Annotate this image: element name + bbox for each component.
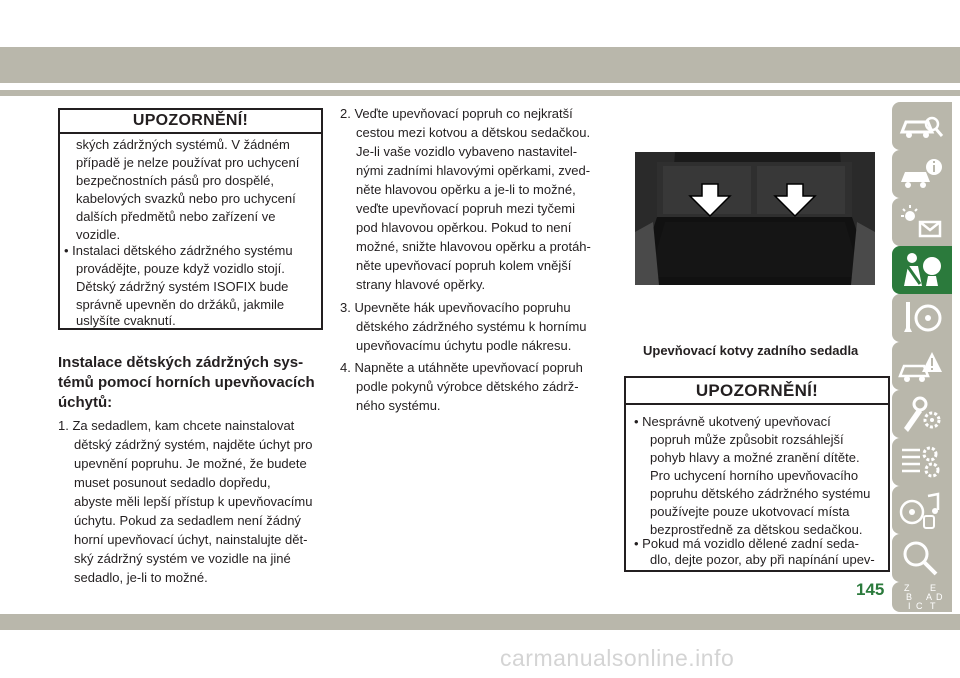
step-2-line: strany hlavové opěrky. <box>356 277 486 292</box>
warning-line: používejte pouze ukotvovací místa <box>650 504 850 519</box>
step-3-line: 3. Upevněte hák upevňovacího popruhu <box>340 300 571 315</box>
warning-box-left <box>58 108 323 330</box>
step-1-line: horní upevňovací úchyt, nainstalujte dět- <box>74 532 308 547</box>
section-heading: úchytů: <box>58 394 113 411</box>
warning-line: uslyšíte cvaknutí. <box>76 313 176 328</box>
watermark: carmanualsonline.info <box>500 645 735 671</box>
step-4-line: 4. Napněte a utáhněte upevňovací popruh <box>340 360 583 375</box>
step-1-line: muset posunout sedadlo dopředu, <box>74 475 271 490</box>
step-1-line: upevnění popruhu. Je možné, že budete <box>74 456 307 471</box>
step-4-line: ného systému. <box>356 398 441 413</box>
warning-line: kabelových svazků nebo pro uchycení <box>76 191 296 206</box>
step-1-line: ský zádržný systém ve vozidle na jiné <box>74 551 291 566</box>
car-info-icon <box>898 154 944 194</box>
tab-search[interactable] <box>892 534 952 582</box>
index-letter: A <box>926 592 933 602</box>
warning-line: provádějte, pouze když vozidlo stojí. <box>76 261 285 276</box>
index-letter: D <box>936 592 943 602</box>
tab-service[interactable] <box>892 390 952 438</box>
step-2-line: možné, snižte hlavovou opěrku a protáh- <box>356 239 591 254</box>
step-1-line: úchytu. Pokud za sedadlem není žádný <box>74 513 301 528</box>
index-letter: I <box>908 601 911 610</box>
section-heading: Instalace dětských zádržných sys- <box>58 354 304 371</box>
warning-line: popruhu dětského zádržného systému <box>650 486 871 501</box>
tab-multimedia[interactable] <box>892 486 952 534</box>
step-1-line: abyste měli lepší přístup k upevňovacímu <box>74 494 313 509</box>
tab-index[interactable] <box>892 582 952 612</box>
index-letter: T <box>930 601 936 610</box>
warning-line: případě je nelze používat pro uchycení <box>76 155 300 170</box>
step-4-line: podle pokynů výrobce dětského zádrž- <box>356 379 579 394</box>
index-letter: Z <box>904 583 910 593</box>
index-letter: E <box>930 583 937 593</box>
warning-line: správně upevněn do držáků, jakmile <box>76 297 285 312</box>
dashboard-lights-icon <box>898 202 944 242</box>
step-2-line: něte upevňovací popruh kolem vnější <box>356 258 572 273</box>
search-icon <box>898 538 944 578</box>
alphabet-index-icon <box>898 582 944 610</box>
step-2-line: něte hlavovou opěrku a je-li to možné, <box>356 182 576 197</box>
tab-car-search[interactable] <box>892 102 952 150</box>
warning-line: bezprostředně za dětskou sedačkou. <box>650 522 863 537</box>
tab-dashboard[interactable] <box>892 198 952 246</box>
warning-line: vozidle. <box>76 227 121 242</box>
step-2-line: nými zadními hlavovými opěrkami, zved- <box>356 163 591 178</box>
step-2-line: pod hlavovou opěrkou. Pokud to není <box>356 220 572 235</box>
trunk-illustration <box>635 152 875 285</box>
tools-gear-icon <box>898 394 944 434</box>
music-phone-icon <box>898 490 944 530</box>
warning-line: • Instalaci dětského zádržného systému <box>64 243 293 258</box>
warning-line: dlo, dejte pozor, aby při napínání upev- <box>650 552 875 567</box>
warning-line: Dětský zádržný systém ISOFIX bude <box>76 279 289 294</box>
list-gear-icon <box>898 442 944 482</box>
tab-driving[interactable] <box>892 294 952 342</box>
warning-line: • Nesprávně ukotvený upevňovací <box>634 414 831 429</box>
step-1-line: sedadlo, je-li to možné. <box>74 570 208 585</box>
warning-title: UPOZORNĚNÍ! <box>626 378 888 405</box>
warning-line: • Pokud má vozidlo dělené zadní seda- <box>634 536 859 551</box>
step-2-line: cestou mezi kotvou a dětskou sedačkou. <box>356 125 591 140</box>
header-band <box>0 47 960 83</box>
step-3-line: upevňovacímu úchytu podle nákresu. <box>356 338 572 353</box>
section-heading: témů pomocí horních upevňovacích <box>58 374 315 391</box>
step-2-line: 2. Veďte upevňovací popruh co nejkratší <box>340 106 573 121</box>
warning-line: dalších předmětů nebo zařízení ve <box>76 209 276 224</box>
step-2-line: veďte upevňovací popruh mezi tyčemi <box>356 201 575 216</box>
index-letter: C <box>916 601 923 610</box>
seatbelt-airbag-icon <box>898 250 944 290</box>
car-warning-icon <box>898 346 944 386</box>
warning-box-right <box>624 376 890 572</box>
figure-caption: Upevňovací kotvy zadního sedadla <box>643 343 859 358</box>
wrench-steering-icon <box>898 298 944 338</box>
tab-emergency[interactable] <box>892 342 952 390</box>
footer-band <box>0 614 960 630</box>
warning-line: pohyb hlavy a možné zranění dítěte. <box>650 450 860 465</box>
step-1-line: 1. Za sedadlem, kam chcete nainstalovat <box>58 418 295 433</box>
warning-title: UPOZORNĚNÍ! <box>60 110 321 134</box>
index-letter: B <box>906 592 913 602</box>
header-rule <box>0 90 960 96</box>
warning-line: popruh může způsobit rozsáhlejší <box>650 432 844 447</box>
tab-specifications[interactable] <box>892 438 952 486</box>
warning-line: ských zádržných systémů. V žádném <box>76 137 290 152</box>
page-number: 145 <box>856 580 885 599</box>
step-3-line: dětského zádržného systému k hornímu <box>356 319 587 334</box>
warning-line: bezpečnostních pásů pro dospělé, <box>76 173 275 188</box>
trunk-anchor-photo <box>635 152 875 285</box>
warning-line: Pro uchycení horního upevňovacího <box>650 468 859 483</box>
step-2-line: Je-li vaše vozidlo vybaveno nastavitel- <box>356 144 578 159</box>
car-magnifier-icon <box>898 106 944 146</box>
step-1-line: dětský zádržný systém, najděte úchyt pro <box>74 437 313 452</box>
tab-car-info[interactable] <box>892 150 952 198</box>
tab-safety[interactable] <box>892 246 952 294</box>
